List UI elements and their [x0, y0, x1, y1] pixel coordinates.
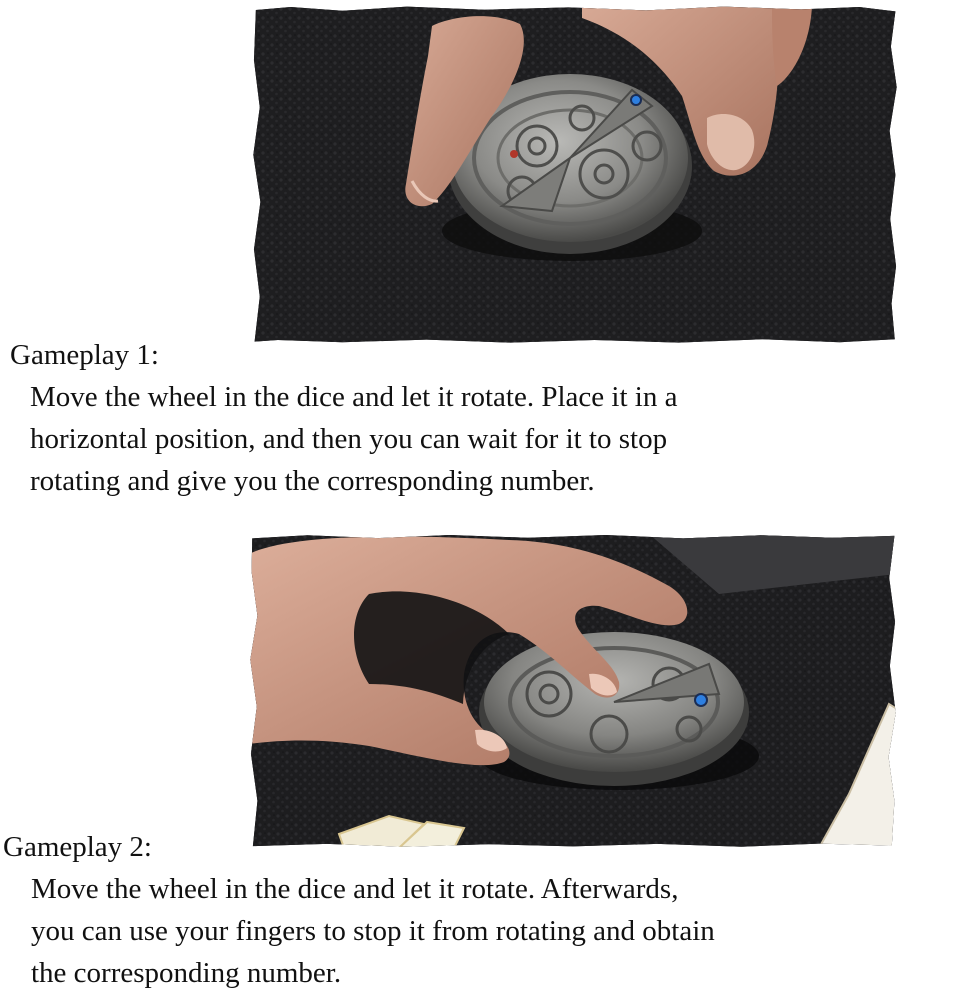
gameplay-1-line: Move the wheel in the dice and let it rotate. Place it in a: [30, 381, 678, 413]
gameplay-2-description: [31, 868, 971, 994]
gameplay-2-heading: Gameplay 2:: [3, 831, 152, 863]
gameplay-1-line: horizontal position, and then you can wait for it to stop: [30, 423, 668, 455]
gameplay-1-description: [30, 376, 960, 502]
gameplay-2-line: you can use your fingers to stop it from rotating and obtain: [31, 915, 715, 947]
gameplay-2-photo: [249, 534, 897, 848]
gameplay-1-photo: [252, 6, 898, 344]
gameplay-2-line: the corresponding number.: [31, 957, 342, 989]
gameplay-1-line: rotating and give you the corresponding number.: [30, 465, 595, 497]
gameplay-2-line: Move the wheel in the dice and let it rotate. Afterwards,: [31, 873, 679, 905]
gameplay-1-heading: Gameplay 1:: [10, 339, 159, 371]
